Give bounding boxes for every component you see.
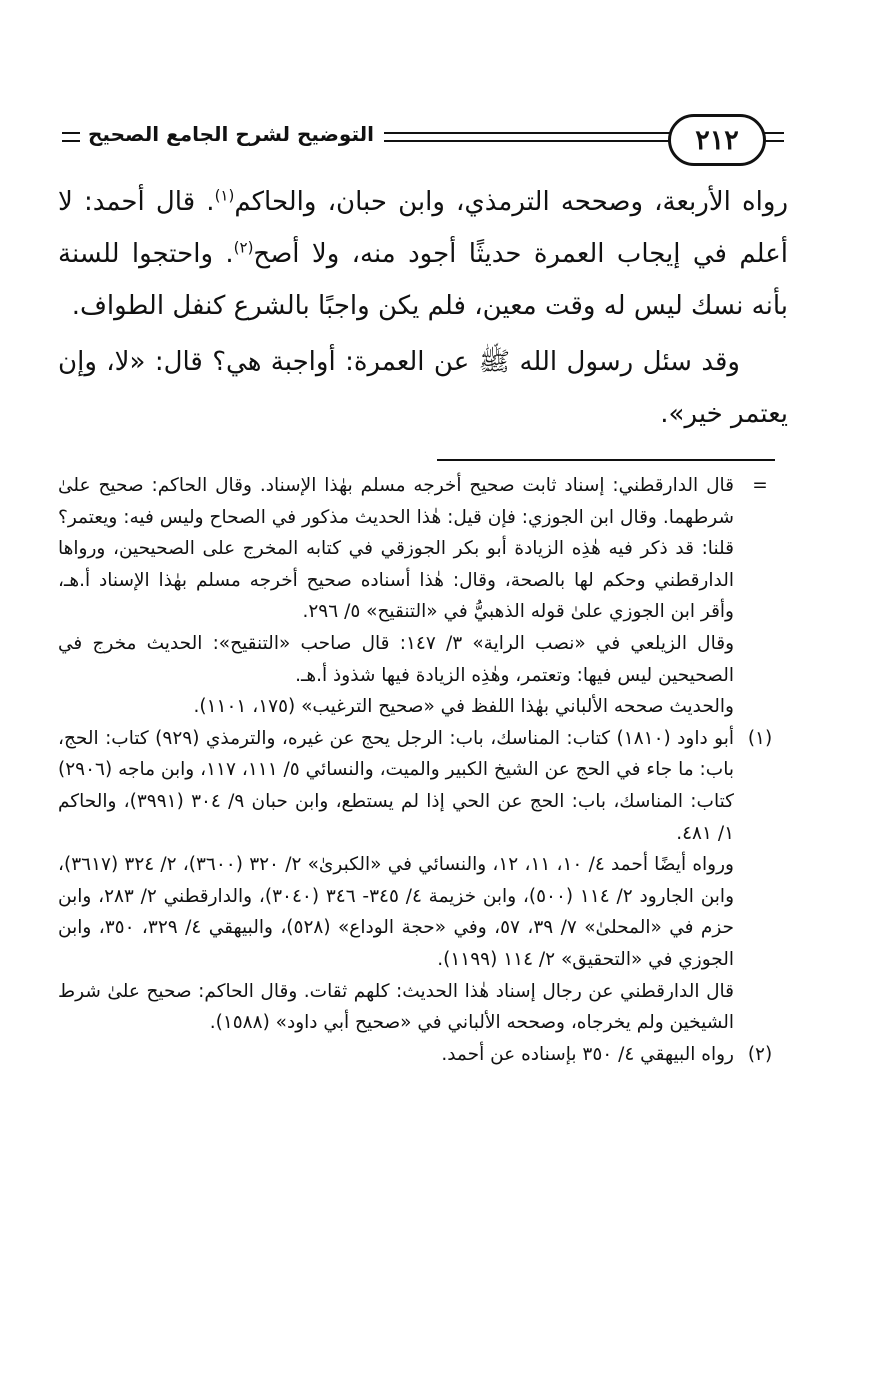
continuation-para-1: قال الدارقطني: إسناد ثابت صحيح أخرجه مسلم بهٰذا الإسناد. وقال الحاكم: صحيح علىٰ شرطهما. وقال ابن الجوزي: فإن قيل: هٰذا الحديث مذكور في الصحاح وليس فيه: ويعتمر؟ قلنا: قد ذكر فيه هٰذِه الزيادة أبو بكر الجوزقي في كتابه المخرج على الصحيحين، ورواها الدارقطني وحكم لها بالصحة، وقال: هٰذا أسناده صحيح أخرجه مسلم بهٰذا الإسناد أ.هـ، وأقر ابن الجوزي علىٰ قوله الذهبيُّ في «التنقيح» ٥/ ٢٩٦. [58, 475, 734, 623]
footnote-1-para-3: قال الدارقطني عن رجال إسناد هٰذا الحديث: كلهم ثقات. وقال الحاكم: صحيح علىٰ شرط الشيخين ولم يخرجاه، وصححه الألباني في «صحيح أبي داود» (١٥٨٨). [58, 980, 734, 1034]
footnote-continuation [58, 470, 786, 723]
running-title: التوضيح لشرح الجامع الصحيح [80, 122, 382, 146]
main-text-run-2: . قال أحمد: لا أعلم في إيجاب العمرة حديثًا أجود منه، ولا أصح [58, 187, 788, 269]
page-number: ٢١٢ [668, 114, 766, 166]
footnote-1-para-2: ورواه أيضًا أحمد ٤/ ١٠، ١١، ١٢، والنسائي في «الكبرىٰ» ٢/ ٣٢٠ (٣٦٠٠)، ٢/ ٣٢٤ (٣٦١٧)، وابن الجارود ٢/ ١١٤ (٥٠٠)، وابن خزيمة ٤/ ٣٤٥- ٣٤٦ (٣٠٤٠)، والدارقطني ٢/ ٢٨٣، وابن حزم في «المحلىٰ» ٧/ ٣٩، ٥٧، وفي «حجة الوداع» (٥٢٨)، والبيهقي ٤/ ٣٢٩، ٣٥٠، وابن الجوزي في «التحقيق» ٢/ ١١٤ (١١٩٩). [58, 854, 735, 970]
footnote-1-para-1: أبو داود (١٨١٠) كتاب: المناسك، باب: الرجل يحج عن غيره، والترمذي (٩٢٩) كتاب: الحج، باب: ما جاء في الحج عن الشيخ الكبير والميت، والنسائي ٥/ ١١١، ١١٧، وابن ماجه (٢٩٠٦) كتاب: المناسك، باب: الحج عن الحي إذا لم يستطع، وابن حبان ٩/ ٣٠٤ (٣٩٩١)، والحاكم ١/ ٤٨١. [58, 727, 735, 844]
header-rule-middle-2 [384, 140, 674, 142]
footnote-2-marker: (٢) [747, 1043, 773, 1065]
footnote-ref-1[interactable]: (١) [214, 186, 235, 205]
main-paragraph-2: وقد سئل رسول الله ﷺ عن العمرة: أواجبة هي؟ قال: «لا، وإن يعتمر خير». [58, 347, 788, 429]
main-paragraph-1 [58, 176, 788, 332]
footnote-2 [58, 1039, 786, 1071]
continuation-para-3: والحديث صححه الألباني بهٰذا اللفظ في «صحيح الترغيب» (١٧٥، ١١٠١). [193, 696, 734, 718]
page-header [62, 108, 784, 164]
main-text-run-1: رواه الأربعة، وصححه الترمذي، وابن حبان، والحاكم [234, 187, 788, 217]
continuation-para-2: وقال الزيلعي في «نصب الراية» ٣/ ١٤٧: قال صاحب «التنقيح»: الحديث مخرج في الصحيحين ليس فيها: وتعتمر، وهٰذِه الزيادة فيها شذوذ أ.هـ. [58, 632, 735, 686]
continuation-marker: = [752, 475, 768, 496]
footnote-separator [437, 459, 775, 461]
footnote-2-text: رواه البيهقي ٤/ ٣٥٠ بإسناده عن أحمد. [441, 1043, 734, 1065]
footnote-1 [58, 723, 786, 1039]
main-text [58, 176, 788, 440]
header-rule-middle [384, 132, 674, 134]
footnotes [58, 470, 786, 1070]
main-text-run-3: . واحتجوا للسنة بأنه نسك ليس له وقت معين، فلم يكن واجبًا بالشرع كنفل الطواف. [58, 239, 788, 321]
footnote-ref-2[interactable]: (٢) [233, 238, 254, 257]
footnote-1-marker: (١) [747, 727, 773, 749]
